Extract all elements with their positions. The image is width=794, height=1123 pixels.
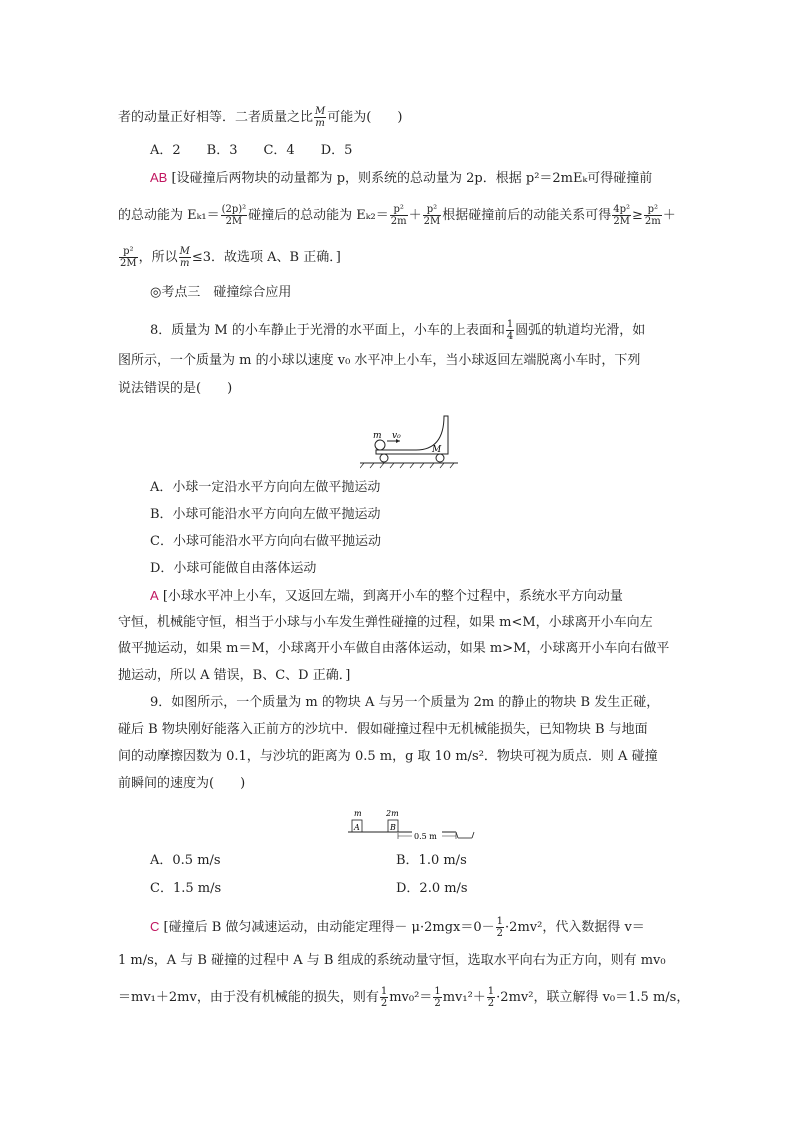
frac-num: p²: [123, 246, 134, 257]
question9-line3: 间的动摩擦因数为 0.1，与沙坑的距离为 0.5 m，g 取 10 m/s²．物块可视为质点．则 A 碰撞: [118, 749, 658, 764]
frac-num: 4p²: [613, 204, 631, 215]
question9-line1: 9．如图所示，一个质量为 m 的物块 A 与另一个质量为 2m 的静止的物块 B 发生正碰，: [150, 695, 660, 710]
frac-den: m: [180, 258, 190, 269]
frac-num: p²: [647, 204, 659, 215]
question8-line3: 说法错误的是( ): [118, 381, 233, 396]
fig-label-v0: v₀: [392, 431, 401, 441]
fraction: [179, 246, 191, 269]
frac-num: 1: [496, 916, 504, 927]
text: 的总动能为 Eₖ₁＝: [118, 208, 220, 223]
answer8-line4: 抛运动，所以 A 错误，B、C、D 正确．]: [118, 668, 351, 683]
text: [设碰撞后两物块的动量都为 p，则系统的总动量为 2p．根据 p²＝2mEₖ可得碰撞前: [171, 171, 653, 186]
fig-label-B: B: [390, 823, 396, 832]
fraction: [119, 246, 138, 269]
fig-label-distance: 0.5 m: [414, 832, 437, 841]
text: 碰撞后的总动能为 Eₖ₂＝: [248, 208, 389, 223]
frac-num: (2p)²: [221, 204, 247, 215]
frac-num: p²: [393, 204, 404, 215]
mass-ratio-fraction: [314, 106, 326, 129]
answer7-line3: [118, 246, 341, 269]
text: ≥: [632, 208, 643, 223]
question9-option-d: D．2.0 m/s: [396, 881, 468, 896]
frac-den: 2M: [423, 216, 441, 227]
fraction: [390, 204, 408, 227]
frac-num: M: [315, 106, 326, 117]
text: 8．质量为 M 的小车静止于光滑的水平面上，小车的上表面和: [150, 323, 505, 338]
frac-den: 2M: [221, 215, 248, 227]
answer9-line3: [118, 986, 689, 1009]
blocks-figure: [348, 806, 478, 842]
text: 根据碰撞前后的动能关系可得: [442, 208, 612, 223]
text: [碰撞后 B 做匀减速运动，由动能定理得－ μ·2mgx＝0－: [163, 920, 495, 935]
fig-label-2m: 2m: [386, 809, 399, 818]
frac-den: 2: [487, 998, 495, 1009]
question7-tail: [118, 106, 402, 129]
quarter-fraction: [506, 319, 514, 342]
answer8-line1: [150, 587, 623, 606]
frac-num: p²: [426, 204, 438, 215]
question8-option-c: C．小球可能沿水平方向向右做平抛运动: [150, 534, 381, 549]
question7-options: A．2 B．3 C．4 D．5: [150, 143, 353, 158]
text: ·2mv²，联立解得 v₀＝1.5 m/s，: [496, 990, 690, 1005]
fig-label-m: m: [373, 431, 382, 441]
frac-num: 1: [487, 986, 495, 997]
text: 者的动量正好相等．二者质量之比: [118, 110, 314, 125]
text: ＋: [662, 208, 676, 223]
question8-option-b: B．小球可能沿水平方向向左做平抛运动: [150, 507, 381, 522]
frac-den: 4: [506, 331, 514, 342]
text: mv₀²＝: [389, 990, 433, 1005]
text: ＋: [408, 208, 422, 223]
question8-line1: [150, 319, 645, 342]
answer7-line2: [118, 204, 676, 227]
section-heading: ◎考点三 碰撞综合应用: [150, 285, 292, 300]
text: ≤3．故选项 A、B 正确．]: [191, 250, 341, 265]
frac-den: m: [315, 118, 325, 129]
fraction: [644, 204, 662, 227]
fraction: [433, 986, 441, 1009]
question9-option-a: A．0.5 m/s: [150, 853, 221, 868]
frac-den: 2M: [613, 216, 630, 227]
text: 可能为( ): [327, 110, 403, 125]
question9-line4: 前瞬间的速度为( ): [118, 776, 246, 791]
fraction: [487, 986, 495, 1009]
frac-den: 2M: [120, 258, 137, 269]
question8-option-d: D．小球可能做自由落体运动: [150, 561, 317, 576]
fig-label-A: A: [354, 823, 360, 832]
answer8-key: A: [150, 588, 159, 603]
answer9-key: C: [150, 919, 160, 934]
frac-num: 1: [506, 319, 514, 330]
fraction: [496, 916, 504, 939]
frac-den: 2m: [390, 216, 407, 227]
frac-num: 1: [434, 986, 441, 997]
cart-figure: [360, 408, 460, 470]
text: ，所以: [138, 250, 178, 265]
answer9-line1: [150, 916, 645, 939]
fraction: [221, 204, 248, 227]
fraction: [380, 986, 388, 1009]
question8-line2: 图所示，一个质量为 m 的小球以速度 v₀ 水平冲上小车，当小球返回左端脱离小车时，下列: [118, 353, 641, 368]
frac-den: 2: [380, 998, 388, 1009]
text: ＝mv₁＋2mv，由于没有机械能的损失，则有: [118, 990, 379, 1005]
fraction: [423, 204, 442, 227]
frac-num: M: [179, 246, 190, 257]
answer9-line2: 1 m/s，A 与 B 碰撞的过程中 A 与 B 组成的系统动量守恒，选取水平向右为正方向，则有 mv₀: [118, 953, 666, 968]
fig-label-m: m: [354, 809, 362, 818]
text: 圆弧的轨道均光滑，如: [515, 323, 646, 338]
frac-num: 1: [380, 986, 388, 997]
frac-den: 2: [496, 928, 504, 939]
answer7-line1: [150, 169, 652, 188]
answer8-line3: 做平抛运动，如果 m＝M，小球离开小车做自由落体运动，如果 m>M，小球离开小车向右做平: [118, 641, 670, 656]
question8-option-a: A．小球一定沿水平方向向左做平抛运动: [150, 480, 381, 495]
frac-den: 2m: [644, 216, 661, 227]
fig-label-M: M: [432, 445, 442, 455]
question9-option-b: B．1.0 m/s: [396, 853, 467, 868]
text: mv₁²＋: [442, 990, 486, 1005]
text: [小球水平冲上小车，又返回左端，到离开小车的整个过程中，系统水平方向动量: [162, 589, 623, 604]
frac-den: 2: [434, 998, 441, 1009]
answer7-key: AB: [150, 170, 168, 185]
answer8-line2: 守恒，机械能守恒，相当于小球与小车发生弹性碰撞的过程，如果 m<M，小球离开小车向左: [118, 615, 653, 630]
text: ·2mv²，代入数据得 v＝: [505, 920, 645, 935]
fraction: [612, 204, 631, 227]
question9-option-c: C．1.5 m/s: [150, 881, 222, 896]
question9-line2: 碰后 B 物块刚好能落入正前方的沙坑中．假如碰撞过程中无机械能损失，已知物块 B 与地面: [118, 722, 648, 737]
